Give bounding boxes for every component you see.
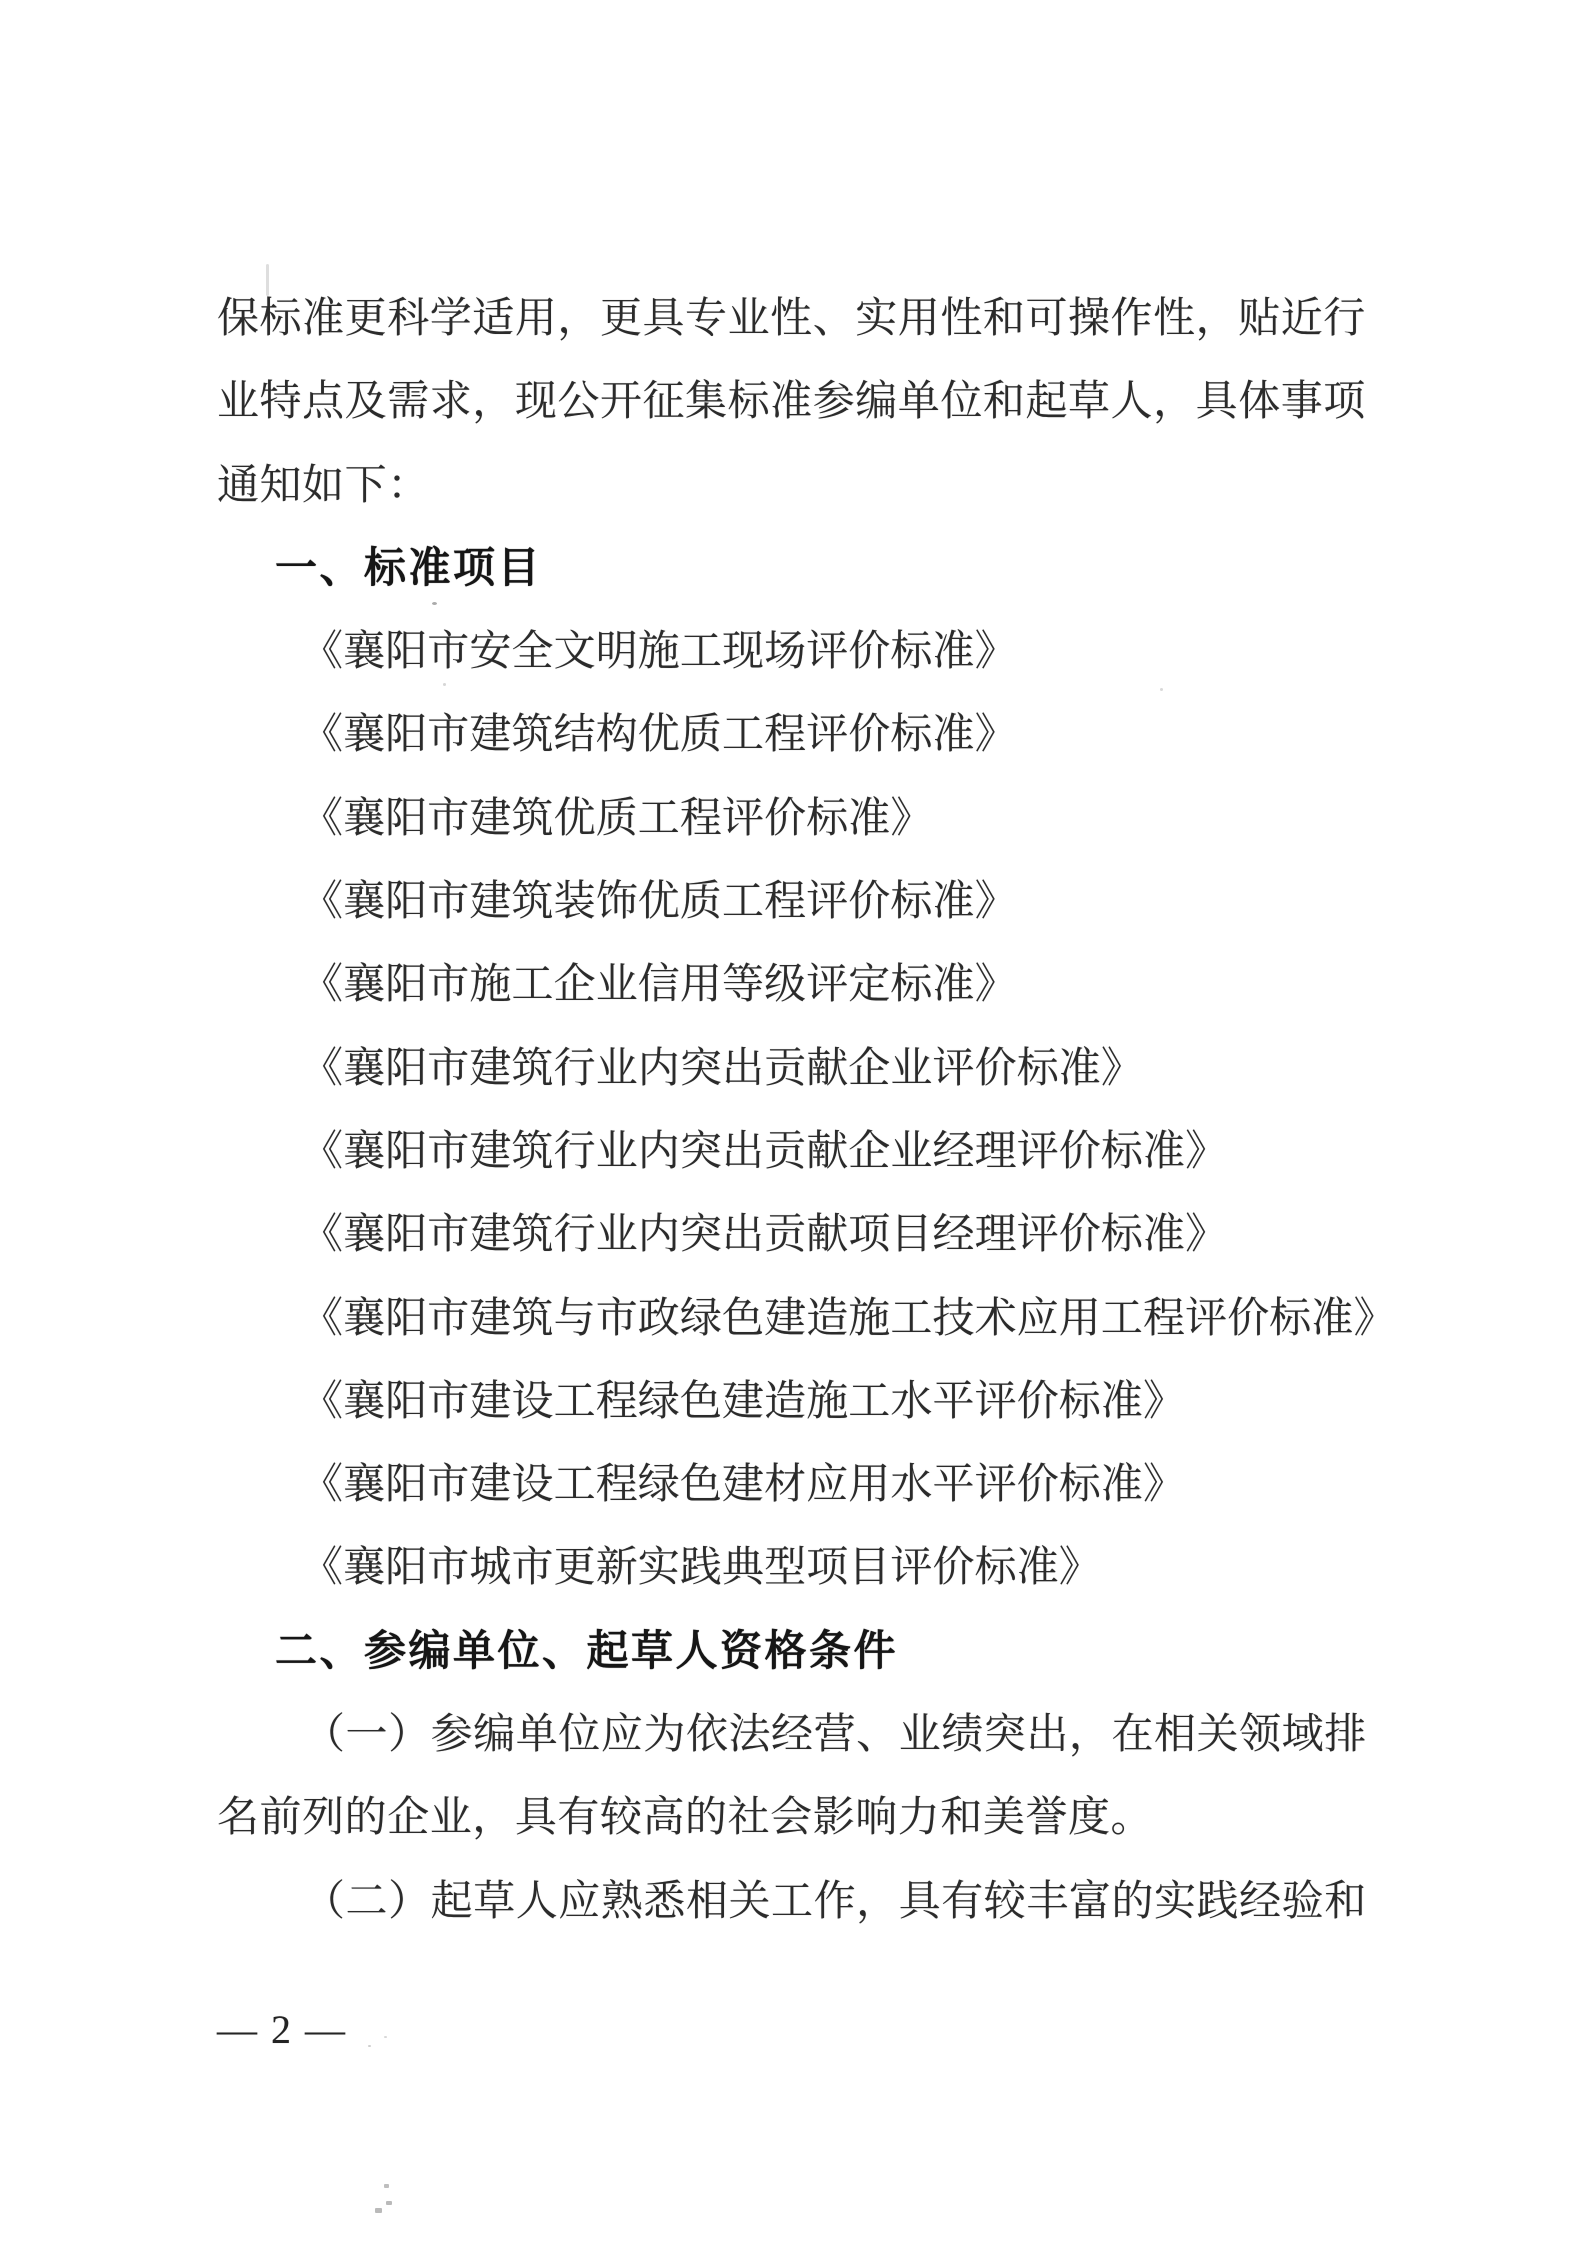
standard-item: 《襄阳市城市更新实践典型项目评价标准》	[301, 1545, 1101, 1592]
scan-artifact-smudge	[386, 2201, 392, 2205]
section-1-heading: 一、标准项目	[275, 545, 543, 592]
scan-artifact-smudge	[375, 2208, 382, 2213]
scan-artifact-dot	[368, 2045, 371, 2047]
scan-artifact-smudge	[384, 2184, 389, 2188]
standard-item: 《襄阳市建筑行业内突出贡献项目经理评价标准》	[301, 1212, 1228, 1259]
standard-item: 《襄阳市建筑与市政绿色建造施工技术应用工程评价标准》	[301, 1295, 1396, 1342]
standard-item: 《襄阳市建设工程绿色建材应用水平评价标准》	[301, 1462, 1186, 1509]
intro-line-2: 业特点及需求，现公开征集标准参编单位和起草人，具体事项	[217, 379, 1366, 426]
section-2-heading: 二、参编单位、起草人资格条件	[275, 1628, 899, 1675]
standard-item: 《襄阳市建筑结构优质工程评价标准》	[301, 712, 1017, 759]
standard-item: 《襄阳市建设工程绿色建造施工水平评价标准》	[301, 1378, 1186, 1425]
standard-item: 《襄阳市安全文明施工现场评价标准》	[301, 629, 1017, 676]
standard-item: 《襄阳市施工企业信用等级评定标准》	[301, 962, 1017, 1009]
clause-1-line-2: 名前列的企业，具有较高的社会影响力和美誉度。	[217, 1795, 1154, 1842]
document-body	[217, 278, 1396, 1944]
intro-line-3: 通知如下：	[217, 462, 430, 509]
standard-item: 《襄阳市建筑优质工程评价标准》	[301, 795, 933, 842]
intro-line-1: 保标准更科学适用，更具专业性、实用性和可操作性，贴近行	[217, 296, 1366, 342]
page-number: — 2 —	[217, 2007, 347, 2052]
clause-1-line-1: （一）参编单位应为依法经营、业绩突出，在相关领域排	[303, 1712, 1367, 1759]
standard-item: 《襄阳市建筑行业内突出贡献企业评价标准》	[301, 1045, 1144, 1092]
standard-item: 《襄阳市建筑行业内突出贡献企业经理评价标准》	[301, 1128, 1228, 1175]
clause-2-line-1: （二）起草人应熟悉相关工作，具有较丰富的实践经验和	[303, 1878, 1367, 1925]
scan-artifact-dot	[384, 2036, 387, 2038]
standard-item: 《襄阳市建筑装饰优质工程评价标准》	[301, 879, 1017, 926]
